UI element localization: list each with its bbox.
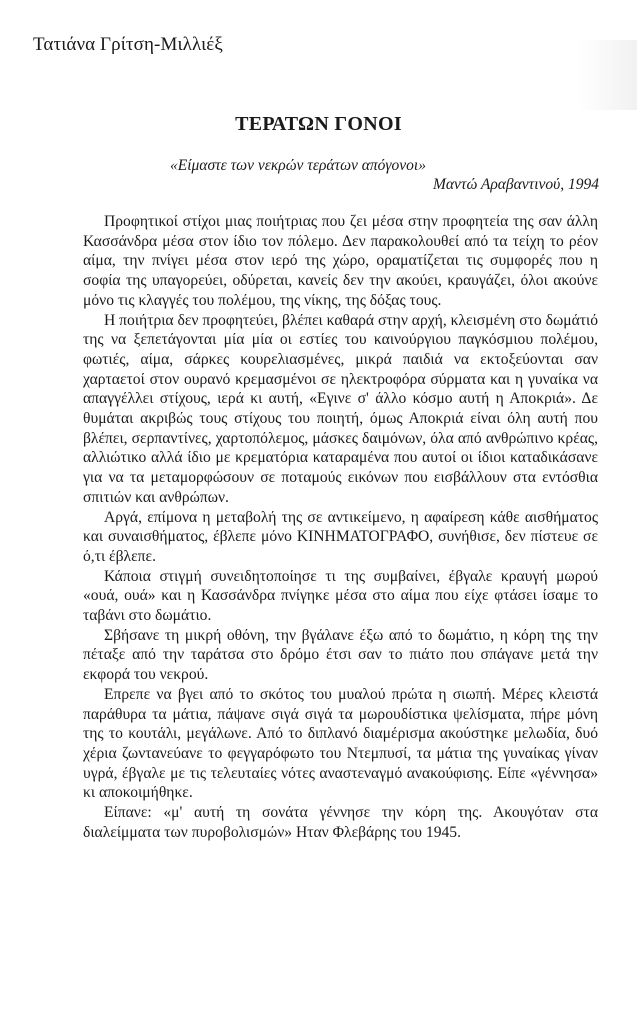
paragraph: Αργά, επίμονα η μεταβολή της σε αντικείμενο, η αφαίρεση κάθε αισθήματος και συναισθήματος, έβλεπε μόνο ΚΙΝΗΜΑΤΟΓΡΑΦΟ, συνήθισε, δεν πίστευε σε ό,τι έβλεπε. <box>83 508 598 565</box>
epigraph: «Είμαστε των νεκρών τεράτων απόγονοι» <box>170 157 426 174</box>
show-through-shadow <box>577 40 637 110</box>
article-body <box>83 212 598 843</box>
paragraph: Η ποιήτρια δεν προφητεύει, βλέπει καθαρά στην αρχή, κλεισμένη στο δωμάτιό της να ξεπετάγονται μία μία οι εστίες του καινούργιου παγκόσμιου πολέμου, φωτιές, αίμα, σάρκες κουρελιασμένες, μικρά παιδιά να εκτοξεύονται σαν χαρταετοί στον ουρανό κρεμασμένοι σε ηλεκτροφόρα σύρματα και η γυναίκα να απαγγέλλει στίχους, ιερά κι αυτή, «Εγινε σ' άλλο κόσμο αυτή η Αποκριά». Δε θυμάται ακριβώς τους στίχους του ποιητή, όμως Αποκριά είναι όλη αυτή που βλέπει, σερπαντίνες, χαρτοπόλεμος, μάσκες δαιμόνων, όλα από ανθρώπινο κρέας, αλλιώτικο αλλά ίδιο με κρεματόρια καταραμένα που αυτοί οι ίδιοι καταδικάσανε για να τα μεταμορφώσουν σε ποταμούς εικόνων που εισβάλλουν στα εντόσθια σπιτιών και ανθρώπων. <box>83 311 598 506</box>
epigraph-attribution: Μαντώ Αραβαντινού, 1994 <box>432 176 599 193</box>
paragraph: Κάποια στιγμή συνειδητοποίησε τι της συμβαίνει, έβγαλε κραυγή μωρού «ουά, ουά» και η Κασσάνδρα πνίγηκε μέσα στο αίμα που είχε φτάσει ίσαμε το ταβάνι στο δωμάτιο. <box>83 567 598 625</box>
paragraph: Επρεπε να βγει από το σκότος του μυαλού πρώτα η σιωπή. Μέρες κλειστά παράθυρα τα μάτια, πάψανε σιγά σιγά τα μωρουδίστικα ψελίσματα, πήρε μόνη της το κουτάλι, μεγάλωνε. Από το διπλανό διαμέρισμα ακούστηκε μελωδία, δυό χέρια ζωντανεύανε το φεγγαρόφωτο του Ντεμπυσί, τα μάτια της γυναίκας γίναν υγρά, έβγαλε με τις τελευταίες νότες αναστεναγμό ανακούφισης. Είπε «γέννησα» κι αποκοιμήθηκε. <box>83 685 598 802</box>
paragraph: Σβήσανε τη μικρή οθόνη, την βγάλανε έξω από το δωμάτιο, η κόρη της την πέταξε από την ταράτσα στο δρόμο έτσι σαν το πιάτο που σπάγανε μετά την εκφορά του νεκρού. <box>83 626 598 684</box>
paragraph: Είπανε: «μ' αυτή τη σονάτα γέννησε την κόρη της. Ακουγόταν στα διαλείμματα των πυροβολισμών» Ηταν Φλεβάρης του 1945. <box>83 804 598 841</box>
article-title: ΤΕΡΑΤΩΝ ΓΟΝΟΙ <box>235 113 402 135</box>
running-head: Τατιάνα Γρίτση-Μιλλιέξ <box>33 34 223 55</box>
paragraph: Προφητικοί στίχοι μιας ποιήτριας που ζει μέσα στην προφητεία της σαν άλλη Κασσάνδρα μέσα στον ίδιο τον πόλεμο. Δεν παρακολουθεί από τα τείχη το ρέον αίμα, την πνίγει μέσα στον ιερό της χώρο, οραματίζεται τις συμφορές που η σοφία της υπαγορεύει, οδύρεται, κανείς δεν την ακούει, κραυγάζει, όλοι ακούνε μόνο τις κλαγγές του πολέμου, της νίκης, της δόξας τους. <box>83 213 598 309</box>
